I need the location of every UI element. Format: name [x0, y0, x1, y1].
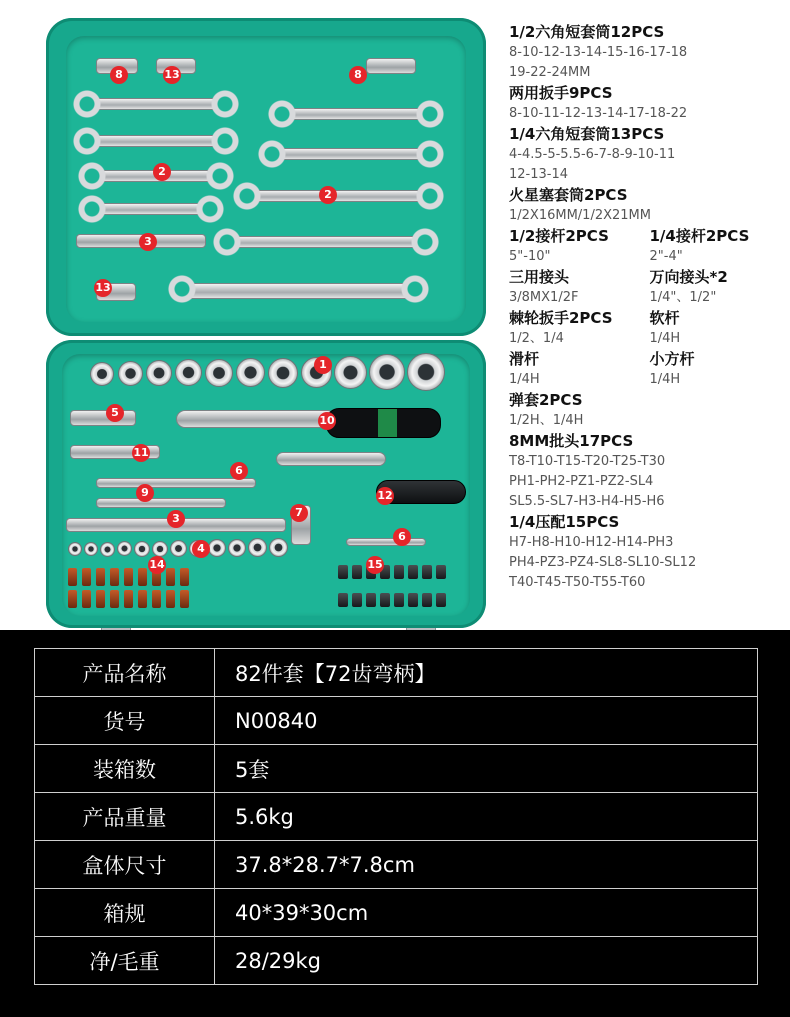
item-badge: 2	[153, 163, 171, 181]
socket	[90, 362, 114, 386]
info-value: 40*39*30cm	[215, 889, 758, 937]
flex-shaft	[96, 478, 256, 488]
socket	[205, 359, 233, 387]
spec-title: 火星塞套筒2PCS	[509, 186, 628, 204]
spec-item	[509, 390, 784, 431]
bit-socket	[436, 593, 446, 607]
bit-socket	[408, 565, 418, 579]
item-badge: 11	[132, 444, 150, 462]
bit-socket	[352, 593, 362, 607]
small-bar	[346, 538, 426, 546]
item-badge: 8	[110, 66, 128, 84]
item-badge: 10	[318, 412, 336, 430]
bit-socket	[422, 565, 432, 579]
case-lid	[46, 18, 486, 336]
spec-item	[509, 83, 784, 124]
product-info-table	[34, 648, 758, 985]
small-socket	[84, 542, 98, 556]
spec-title: 弹套2PCS	[509, 391, 583, 409]
info-value: 82件套【72齿弯柄】	[215, 649, 758, 697]
bit	[110, 568, 119, 586]
spec-detail: T8-T10-T15-T20-T25-T30	[509, 454, 666, 469]
spec-detail: 1/4"、1/2"	[649, 290, 717, 305]
spec-pair	[509, 267, 784, 308]
table-row	[35, 745, 758, 793]
wrench	[86, 98, 226, 110]
spec-detail: 8-10-12-13-14-15-16-17-18	[509, 45, 688, 60]
bit-socket	[422, 593, 432, 607]
bit	[68, 568, 77, 586]
spec-detail: 19-22-24MM	[509, 65, 591, 80]
bit	[124, 568, 133, 586]
bit-socket	[380, 593, 390, 607]
spec-pair	[509, 349, 784, 390]
info-value: 5套	[215, 745, 758, 793]
socket	[175, 359, 202, 386]
tool-case-image	[46, 18, 486, 628]
info-label: 产品名称	[35, 649, 215, 697]
spec-title: 1/4六角短套筒13PCS	[509, 125, 665, 143]
item-badge: 2	[319, 186, 337, 204]
bit	[96, 568, 105, 586]
spec-title: 三用接头	[509, 268, 570, 286]
spec-detail: PH1-PH2-PZ1-PZ2-SL4	[509, 474, 654, 489]
spec-detail: 1/4H	[509, 372, 540, 387]
small-socket	[269, 538, 288, 557]
ratchet-handle	[326, 408, 441, 438]
socket	[407, 353, 445, 391]
bit-socket	[338, 565, 348, 579]
item-badge: 6	[393, 528, 411, 546]
bit	[166, 590, 175, 608]
small-socket	[208, 539, 226, 557]
info-value: 5.6kg	[215, 793, 758, 841]
spec-item	[509, 22, 784, 83]
item-badge: 9	[136, 484, 154, 502]
spec-title: 棘轮扳手2PCS	[509, 309, 613, 327]
wrench	[271, 148, 431, 160]
spec-detail: T40-T45-T50-T55-T60	[509, 575, 646, 590]
item-badge: 14	[148, 556, 166, 574]
spec-item	[509, 512, 784, 593]
info-label: 产品重量	[35, 793, 215, 841]
small-socket	[248, 538, 267, 557]
spec-detail: H7-H8-H10-H12-H14-PH3	[509, 535, 674, 550]
spec-item	[509, 124, 784, 185]
spec-pair	[509, 226, 784, 267]
item-badge: 12	[376, 487, 394, 505]
bit	[82, 568, 91, 586]
spec-detail: 1/2X16MM/1/2X21MM	[509, 208, 651, 223]
ratchet-head	[176, 410, 336, 428]
spec-title: 8MM批头17PCS	[509, 432, 634, 450]
bit	[110, 590, 119, 608]
spec-detail: 4-4.5-5-5.5-6-7-8-9-10-11	[509, 147, 676, 162]
small-socket	[170, 540, 187, 557]
socket	[268, 358, 298, 388]
item-badge: 13	[94, 279, 112, 297]
spec-title: 1/2接杆2PCS	[509, 227, 609, 245]
bit-socket	[394, 565, 404, 579]
spec-title: 两用扳手9PCS	[509, 84, 613, 102]
spec-detail: 1/4H	[649, 331, 681, 346]
info-label: 箱规	[35, 889, 215, 937]
bit	[166, 568, 175, 586]
bit-socket	[352, 565, 362, 579]
item-badge: 7	[290, 504, 308, 522]
info-label: 货号	[35, 697, 215, 745]
small-socket	[152, 541, 168, 557]
spec-detail: 8-10-11-12-13-14-17-18-22	[509, 106, 688, 121]
bit-socket	[408, 593, 418, 607]
component-spec-list	[509, 22, 784, 593]
spec-pair	[509, 308, 784, 349]
bit	[68, 590, 77, 608]
table-row	[35, 937, 758, 985]
universal-joint	[366, 58, 416, 74]
socket	[118, 361, 143, 386]
sliding-bar	[96, 498, 226, 508]
wrench	[91, 203, 211, 215]
spec-detail: SL5.5-SL7-H3-H4-H5-H6	[509, 494, 665, 509]
bit	[152, 590, 161, 608]
case-base	[46, 340, 486, 628]
info-label: 净/毛重	[35, 937, 215, 985]
small-socket	[68, 542, 82, 556]
bit-socket	[436, 565, 446, 579]
item-badge: 15	[366, 556, 384, 574]
small-socket	[100, 542, 115, 557]
spec-title: 万向接头*2	[649, 268, 728, 286]
socket	[334, 356, 367, 389]
spec-detail: 2"-4"	[649, 249, 683, 264]
socket	[236, 358, 265, 387]
table-row	[35, 649, 758, 697]
spec-detail: 5"-10"	[509, 249, 551, 264]
item-badge: 13	[163, 66, 181, 84]
info-value: 37.8*28.7*7.8cm	[215, 841, 758, 889]
bit-socket	[366, 593, 376, 607]
product-info-section	[0, 630, 790, 1017]
item-badge: 3	[139, 233, 157, 251]
bit	[96, 590, 105, 608]
spec-title: 软杆	[649, 309, 680, 327]
spec-detail: 1/2、1/4	[509, 331, 564, 346]
item-badge: 6	[230, 462, 248, 480]
ratchet-head-small	[276, 452, 386, 466]
spec-title: 1/4接杆2PCS	[649, 227, 750, 245]
spec-detail: 12-13-14	[509, 167, 569, 182]
spec-detail: 1/4H	[649, 372, 681, 387]
bit	[180, 568, 189, 586]
item-badge: 3	[167, 510, 185, 528]
table-row	[35, 889, 758, 937]
wrench	[226, 236, 426, 248]
bit	[124, 590, 133, 608]
table-row	[35, 793, 758, 841]
extension-bar	[70, 410, 136, 426]
bit	[82, 590, 91, 608]
spec-item	[509, 185, 784, 226]
item-badge: 8	[349, 66, 367, 84]
spec-item	[509, 431, 784, 512]
small-socket	[134, 541, 150, 557]
info-label: 装箱数	[35, 745, 215, 793]
socket	[369, 354, 405, 390]
small-socket	[117, 541, 132, 556]
bit-socket	[394, 593, 404, 607]
socket	[146, 360, 172, 386]
bit-socket	[338, 593, 348, 607]
spec-title: 小方杆	[649, 350, 695, 368]
table-row	[35, 697, 758, 745]
spec-title: 滑杆	[509, 350, 540, 368]
spec-title: 1/4压配15PCS	[509, 513, 620, 531]
spec-detail: PH4-PZ3-PZ4-SL8-SL10-SL12	[509, 555, 697, 570]
small-socket	[228, 539, 246, 557]
info-label: 盒体尺寸	[35, 841, 215, 889]
info-value: 28/29kg	[215, 937, 758, 985]
item-badge: 4	[192, 540, 210, 558]
bit	[138, 568, 147, 586]
table-row	[35, 841, 758, 889]
info-value: N00840	[215, 697, 758, 745]
bit	[180, 590, 189, 608]
spec-detail: 1/2H、1/4H	[509, 413, 584, 428]
item-badge: 1	[314, 356, 332, 374]
wrench	[86, 135, 226, 147]
item-badge: 5	[106, 404, 124, 422]
wrench	[181, 283, 416, 299]
wrench	[281, 108, 431, 120]
spec-detail: 3/8MX1/2F	[509, 290, 579, 305]
bit	[138, 590, 147, 608]
wrench	[246, 190, 431, 202]
spec-title: 1/2六角短套筒12PCS	[509, 23, 665, 41]
